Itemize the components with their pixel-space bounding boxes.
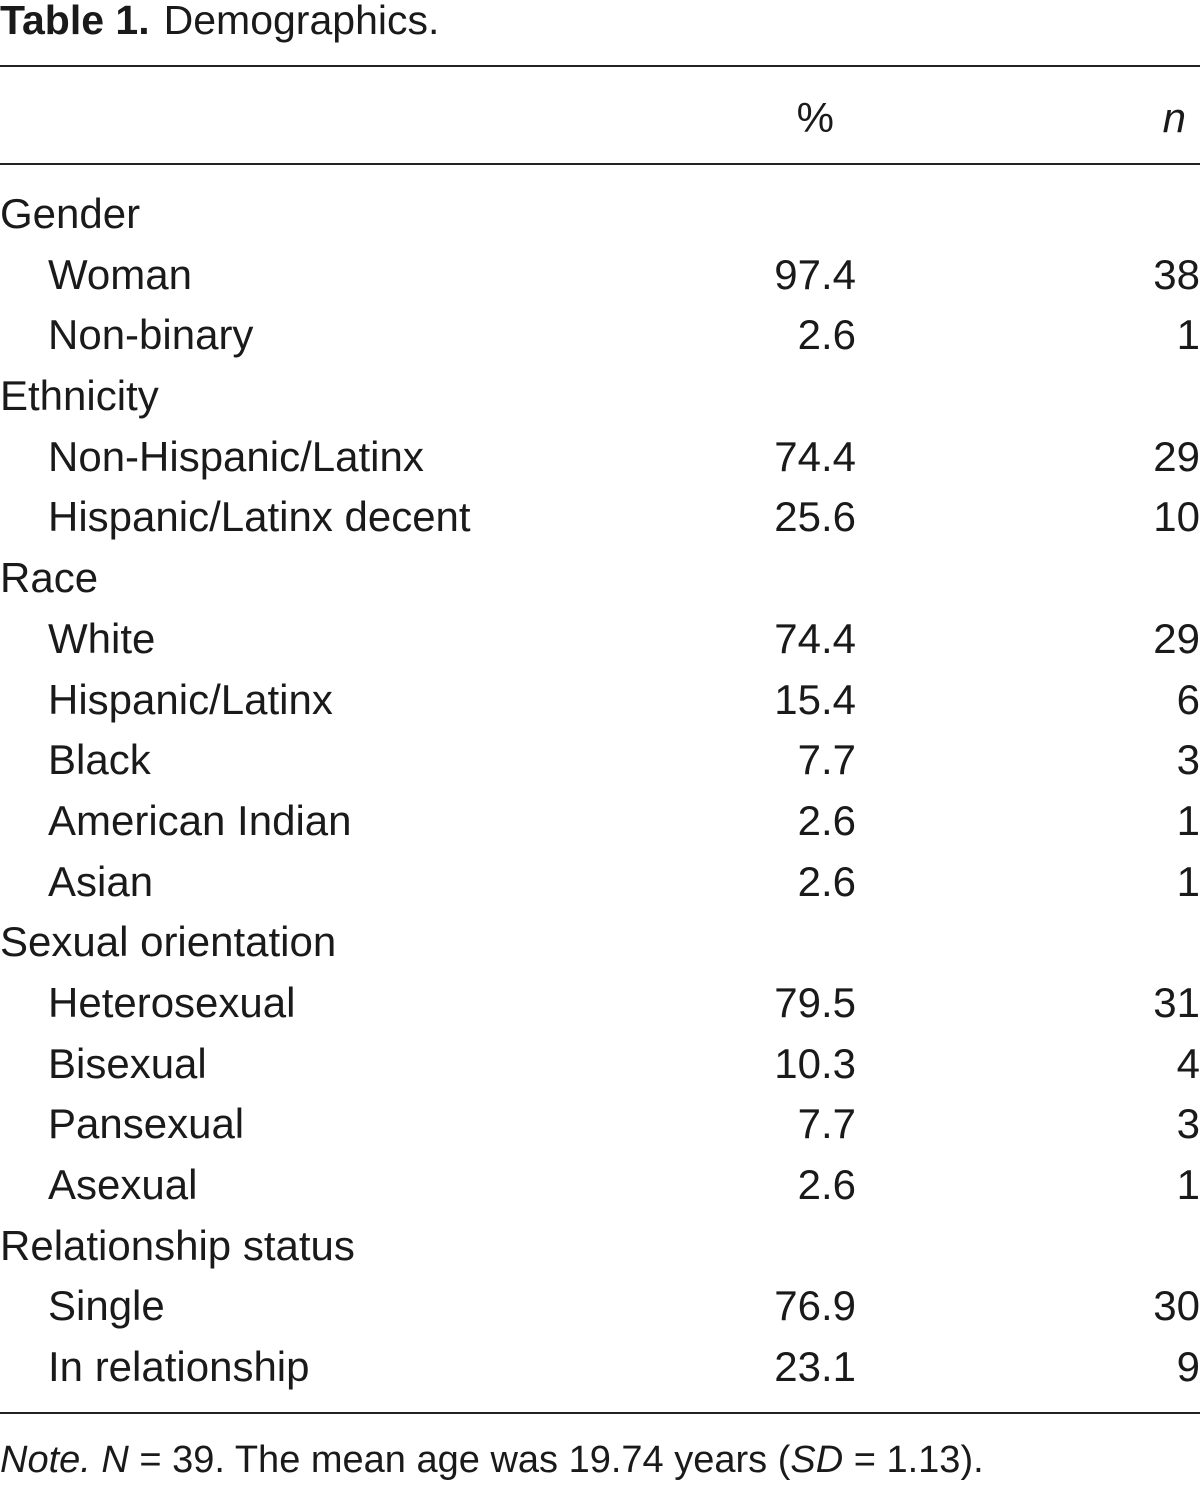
table-row: [0, 1034, 1200, 1095]
row-label: Single: [48, 1282, 165, 1330]
percent-cell: 7.7: [797, 736, 856, 784]
table-group-row: [0, 366, 1200, 427]
table-row: [0, 427, 1200, 488]
top-rule: [0, 65, 1200, 67]
table-caption: [0, 0, 439, 48]
row-label: Bisexual: [48, 1039, 207, 1087]
table-note: [0, 1432, 984, 1488]
table-row: [0, 791, 1200, 852]
table-row: [0, 487, 1200, 548]
group-label: Relationship status: [0, 1221, 355, 1269]
table-row: [0, 852, 1200, 913]
percent-cell: 10.3: [774, 1039, 856, 1087]
n-cell: 38: [1153, 250, 1200, 298]
percent-cell: 2.6: [797, 1161, 856, 1208]
percent-cell: 2.6: [797, 796, 856, 844]
percent-cell: 25.6: [774, 493, 856, 541]
table-row: [0, 973, 1200, 1034]
table-row: [0, 1276, 1200, 1337]
percent-cell: 23.1: [774, 1343, 856, 1391]
note-sd-text: = 1.13).: [843, 1439, 984, 1481]
group-label: Race: [0, 554, 99, 602]
group-label: Sexual orientation: [0, 918, 337, 966]
row-label: Pansexual: [48, 1100, 245, 1148]
percent-cell: 79.5: [774, 978, 856, 1026]
row-label: Heterosexual: [48, 978, 296, 1026]
table-number: Table 1.: [0, 0, 150, 43]
n-cell: 31: [1153, 978, 1200, 1026]
n-cell: 1: [1176, 311, 1200, 359]
n-cell: 6: [1176, 675, 1200, 723]
table-group-row: [0, 184, 1200, 245]
n-cell: 3: [1176, 736, 1200, 784]
table-group-row: [0, 912, 1200, 973]
table-row: [0, 245, 1200, 306]
n-cell: 4: [1176, 1039, 1200, 1087]
row-label: White: [48, 614, 156, 662]
percent-cell: 74.4: [774, 432, 856, 480]
table-row: [0, 305, 1200, 366]
row-label: Non-Hispanic/Latinx: [48, 432, 424, 480]
percent-cell: 2.6: [797, 311, 856, 359]
percent-cell: 76.9: [774, 1282, 856, 1330]
table-title: Demographics.: [163, 0, 440, 43]
n-cell: 10: [1153, 493, 1200, 541]
table-row: [0, 1337, 1200, 1398]
row-label: Black: [48, 736, 151, 784]
table-row: [0, 1094, 1200, 1155]
row-label: In relationship: [48, 1343, 310, 1391]
header-percent: %: [796, 94, 834, 141]
n-cell: 29: [1153, 432, 1200, 480]
table-body: [0, 184, 1200, 1398]
header-rule: [0, 163, 1200, 165]
table-group-row: [0, 1216, 1200, 1277]
n-cell: 1: [1176, 1161, 1200, 1208]
row-label: Asian: [48, 857, 154, 905]
note-n-text: = 39. The mean age was 19.74 years (: [128, 1439, 791, 1481]
n-cell: 29: [1153, 614, 1200, 662]
percent-cell: 2.6: [797, 857, 856, 905]
percent-cell: 74.4: [774, 614, 856, 662]
n-cell: 30: [1153, 1282, 1200, 1330]
n-cell: 1: [1176, 796, 1200, 844]
bottom-rule: [0, 1412, 1200, 1414]
group-label: Gender: [0, 190, 141, 237]
n-cell: 9: [1176, 1343, 1200, 1391]
row-label: Woman: [48, 250, 192, 298]
header-n: n: [1162, 94, 1186, 141]
note-n-symbol: N: [101, 1439, 129, 1481]
row-label: Asexual: [48, 1161, 198, 1208]
table-row: [0, 670, 1200, 731]
percent-cell: 7.7: [797, 1100, 856, 1148]
table-row: [0, 1155, 1200, 1216]
percent-cell: 15.4: [774, 675, 856, 723]
row-label: American Indian: [48, 796, 352, 844]
table-row: [0, 730, 1200, 791]
group-label: Ethnicity: [0, 372, 159, 420]
percent-cell: 97.4: [774, 250, 856, 298]
table-group-row: [0, 548, 1200, 609]
n-cell: 3: [1176, 1100, 1200, 1148]
note-sd-symbol: SD: [790, 1439, 844, 1481]
row-label: Hispanic/Latinx: [48, 675, 333, 723]
row-label: Non-binary: [48, 311, 254, 359]
n-cell: 1: [1176, 857, 1200, 905]
table-row: [0, 609, 1200, 670]
note-lead: Note.: [0, 1439, 91, 1481]
row-label: Hispanic/Latinx decent: [48, 493, 471, 541]
